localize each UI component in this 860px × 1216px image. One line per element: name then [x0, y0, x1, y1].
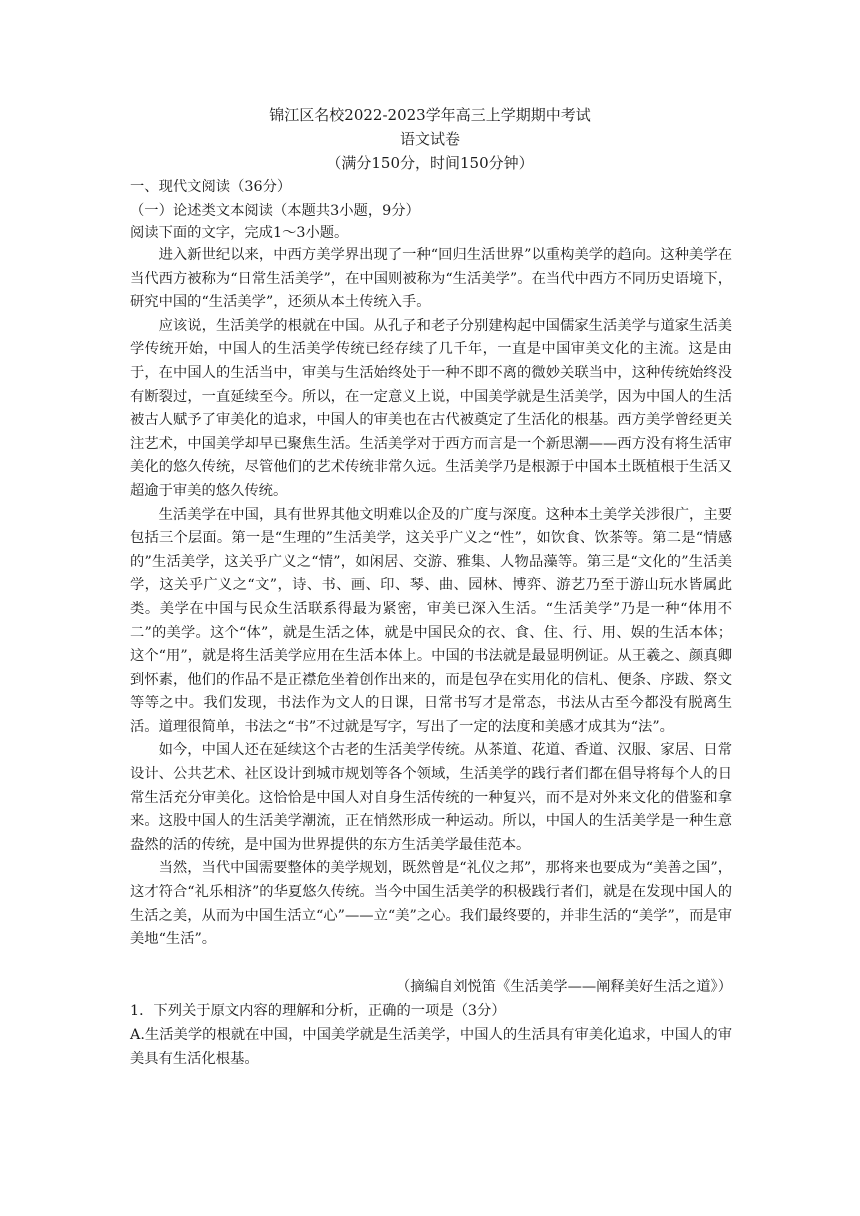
passage-paragraph-5: 当然，当代中国需要整体的美学规划，既然曾是“礼仪之邦”，那将来也要成为“美善之国”，这才符合“礼乐相济”的华夏悠久传统。当今中国生活美学的积极践行者们，就是在发现中国人的生活之美，从而为中国生活立“心”——立“美”之心。我们最终要的，并非生活的“美学”，而是审美地“生活”。: [130, 860, 732, 948]
sub-section-heading: （一）论述类文本阅读（本题共3小题，9分）: [130, 203, 420, 219]
instruction: 阅读下面的文字，完成1～3小题。: [130, 225, 349, 241]
passage: [130, 244, 732, 952]
section-heading: 一、现代文阅读（36分）: [130, 179, 292, 195]
exam-title: 锦江区名校2022-2023学年高三上学期期中考试: [269, 106, 591, 124]
question-1: 1．下列关于原文内容的理解和分析，正确的一项是（3分）: [130, 1003, 506, 1019]
question-1-option-a: A.生活美学的根就在中国，中国美学就是生活美学，中国人的生活具有审美化追求，中国人的审美具有生活化根基。: [130, 1027, 732, 1067]
passage-source: （摘编自刘悦笛《生活美学——阐释美好生活之道》）: [396, 979, 732, 995]
passage-paragraph-3: 生活美学在中国，具有世界其他文明难以企及的广度与深度。这种本土美学关涉很广，主要包括三个层面。第一是“生理的”生活美学，这关乎广义之“性”，如饮食、饮茶等。第二是“情感的”生活美学，这关乎广义之“情”，如闲居、交游、雅集、人物品藻等。第三是“文化的”生活美学，这关乎广义之“文”，诗、书、画、印、琴、曲、园林、博弈、游艺乃至于游山玩水皆属此类。美学在中国与民众生活联系得最为紧密，审美已深入生活。“生活美学”乃是一种“体用不二”的美学。这个“体”，就是生活之体，就是中国民众的衣、食、住、行、用、娱的生活本体；这个“用”，就是将生活美学应用在生活本体上。中国的书法就是最显明例证。从王羲之、颜真卿到怀素，他们的作品不是正襟危坐着创作出来的，而是包孕在实用化的信札、便条、序跋、祭文等等之中。我们发现，书法作为文人的日课，日常书写才是常态，书法从古至今都没有脱离生活。道理很简单，书法之“书”不过就是写字，写出了一定的法度和美感才成其为“法”。: [130, 506, 732, 735]
passage-paragraph-1: 进入新世纪以来，中西方美学界出现了一种“回归生活世界”以重构美学的趋向。这种美学在当代西方被称为“日常生活美学”，在中国则被称为“生活美学”。在当代中西方不同历史语境下，研究中国的“生活美学”，还须从本土传统入手。: [130, 247, 732, 311]
passage-paragraph-4: 如今，中国人还在延续这个古老的生活美学传统。从茶道、花道、香道、汉服、家居、日常设计、公共艺术、社区设计到城市规划等各个领域，生活美学的践行者们都在倡导将每个人的日常生活充分审美化。这恰恰是中国人对自身生活传统的一种复兴，而不是对外来文化的借鉴和拿来。这股中国人的生活美学潮流，正在悄然形成一种运动。所以，中国人的生活美学是一种生意盎然的活的传统，是中国为世界提供的东方生活美学最佳范本。: [130, 742, 732, 853]
exam-subject: 语文试卷: [399, 130, 460, 148]
exam-meta: （满分150分，时间150分钟）: [326, 154, 534, 172]
passage-paragraph-2: 应该说，生活美学的根就在中国。从孔子和老子分别建构起中国儒家生活美学与道家生活美学传统开始，中国人的生活美学传统已经存续了几千年，一直是中国审美文化的主流。这是由于，在中国人的生活当中，审美与生活始终处于一种不即不离的微妙关联当中，这种传统始终没有断裂过，一直延续至今。所以，在一定意义上说，中国美学就是生活美学，因为中国人的生活被古人赋予了审美化的追求，中国人的审美也在古代被奠定了生活化的根基。西方美学曾经更关注艺术，中国美学却早已聚焦生活。生活美学对于西方而言是一个新思潮——西方没有将生活审美化的悠久传统，尽管他们的艺术传统非常久远。生活美学乃是根源于中国本土既植根于生活又超逾于审美的悠久传统。: [130, 317, 732, 499]
